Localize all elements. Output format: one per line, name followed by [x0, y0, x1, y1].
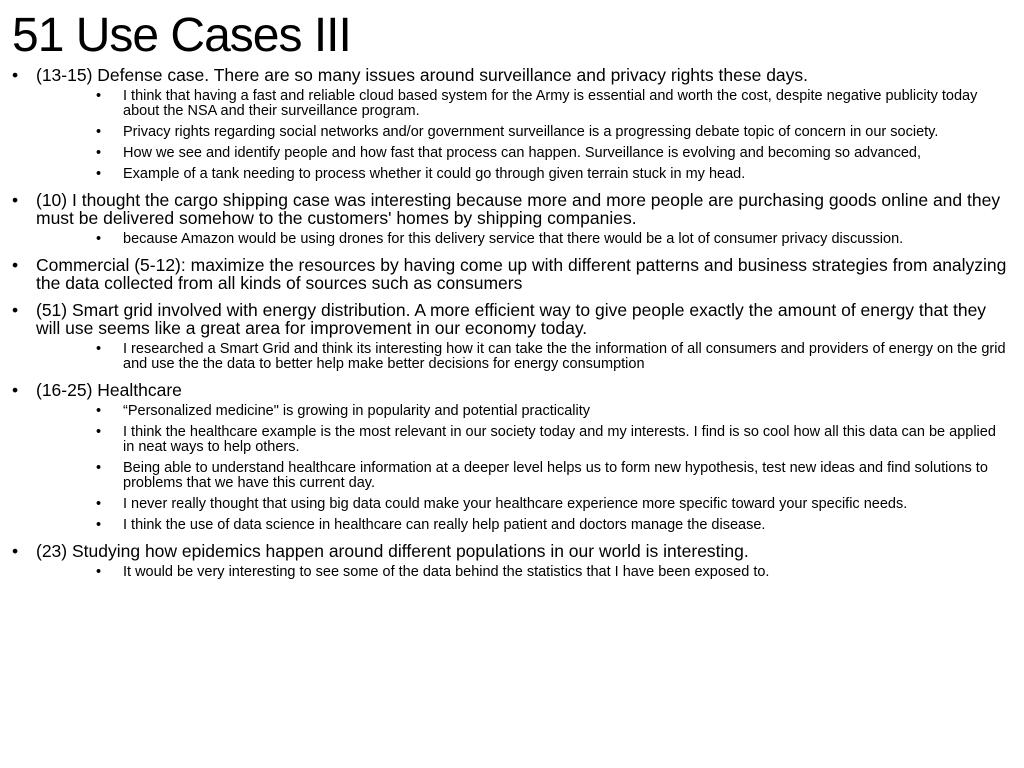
sub-bullet-item [36, 518, 1010, 533]
sub-bullet-text: I think the use of data science in healthcare can really help patient and doctors manage the disease. [123, 517, 766, 533]
bullet-item [0, 191, 1010, 247]
sub-bullet-item [36, 497, 1010, 512]
sub-bullet-item [36, 167, 1010, 182]
bullet-text: Commercial (5-12): maximize the resources by having come up with different patterns and business strategies from analyzing the data collected from all kinds of sources such as consumers [36, 255, 1007, 293]
sub-bullet-glyph: • [96, 460, 102, 476]
bullet-item [0, 381, 1010, 533]
sub-bullet-list [36, 232, 1010, 247]
bullet-glyph: • [12, 190, 19, 210]
bullet-glyph: • [12, 541, 19, 561]
bullet-text: (16-25) Healthcare [36, 380, 182, 400]
sub-bullet-glyph: • [96, 517, 102, 533]
bullet-item [0, 256, 1010, 292]
bullet-text: (10) I thought the cargo shipping case was interesting because more and more people are purchasing goods online and they must be delivered somehow to the customers' homes by shipping companies. [36, 190, 1001, 228]
bullet-item [0, 301, 1010, 372]
sub-bullet-list [36, 89, 1010, 182]
sub-bullet-glyph: • [96, 166, 102, 182]
bullet-glyph: • [12, 255, 19, 275]
bullet-text: (51) Smart grid involved with energy distribution. A more efficient way to give people exactly the amount of energy that they will use seems like a great area for improvement in our economy today. [36, 300, 987, 338]
sub-bullet-glyph: • [96, 88, 102, 104]
sub-bullet-glyph: • [96, 341, 102, 357]
sub-bullet-glyph: • [96, 424, 102, 440]
sub-bullet-list [36, 565, 1010, 580]
sub-bullet-text: How we see and identify people and how fast that process can happen. Surveillance is evolving and becoming so advanced, [123, 145, 922, 161]
sub-bullet-item [36, 89, 1010, 119]
sub-bullet-text: because Amazon would be using drones for this delivery service that there would be a lot of consumer privacy discussion. [123, 231, 904, 247]
sub-bullet-text: It would be very interesting to see some of the data behind the statistics that I have been exposed to. [123, 564, 770, 580]
sub-bullet-glyph: • [96, 564, 102, 580]
sub-bullet-glyph: • [96, 496, 102, 512]
sub-bullet-glyph: • [96, 403, 102, 419]
bullet-glyph: • [12, 300, 19, 320]
sub-bullet-text: Being able to understand healthcare information at a deeper level helps us to form new hypothesis, test new ideas and find solutions to problems that we have this current day. [123, 460, 988, 491]
sub-bullet-glyph: • [96, 231, 102, 247]
sub-bullet-list [36, 342, 1010, 372]
sub-bullet-list [36, 404, 1010, 533]
sub-bullet-text: I researched a Smart Grid and think its interesting how it can take the the information of all consumers and providers of energy on the grid and use the the data to better help make better decisions for energy consumption [123, 341, 1006, 372]
sub-bullet-text: Privacy rights regarding social networks and/or government surveillance is a progressing debate topic of concern in our society. [123, 124, 939, 140]
sub-bullet-item [36, 565, 1010, 580]
sub-bullet-text: I think the healthcare example is the most relevant in our society today and my interests. I find is so cool how all this data can be applied in neat ways to help others. [123, 424, 996, 455]
sub-bullet-item [36, 146, 1010, 161]
sub-bullet-text: I think that having a fast and reliable cloud based system for the Army is essential and worth the cost, despite negative publicity today about the NSA and their surveillance program. [123, 88, 978, 119]
sub-bullet-item [36, 342, 1010, 372]
bullet-glyph: • [12, 380, 19, 400]
sub-bullet-text: I never really thought that using big data could make your healthcare experience more specific toward your specific needs. [123, 496, 908, 512]
bullet-text: (13-15) Defense case. There are so many issues around surveillance and privacy rights these days. [36, 65, 809, 85]
bullet-text: (23) Studying how epidemics happen around different populations in our world is interesting. [36, 541, 749, 561]
sub-bullet-item [36, 461, 1010, 491]
bullet-item [0, 542, 1010, 580]
sub-bullet-glyph: • [96, 145, 102, 161]
bullet-item [0, 66, 1010, 182]
sub-bullet-item [36, 232, 1010, 247]
sub-bullet-text: Example of a tank needing to process whether it could go through given terrain stuck in my head. [123, 166, 746, 182]
sub-bullet-glyph: • [96, 124, 102, 140]
slide-content [0, 66, 1010, 589]
sub-bullet-text: “Personalized medicine" is growing in popularity and potential practicality [123, 403, 590, 419]
bullet-glyph: • [12, 65, 19, 85]
sub-bullet-item [36, 425, 1010, 455]
sub-bullet-item [36, 404, 1010, 419]
slide-title: 51 Use Cases III [12, 9, 351, 62]
sub-bullet-item [36, 125, 1010, 140]
